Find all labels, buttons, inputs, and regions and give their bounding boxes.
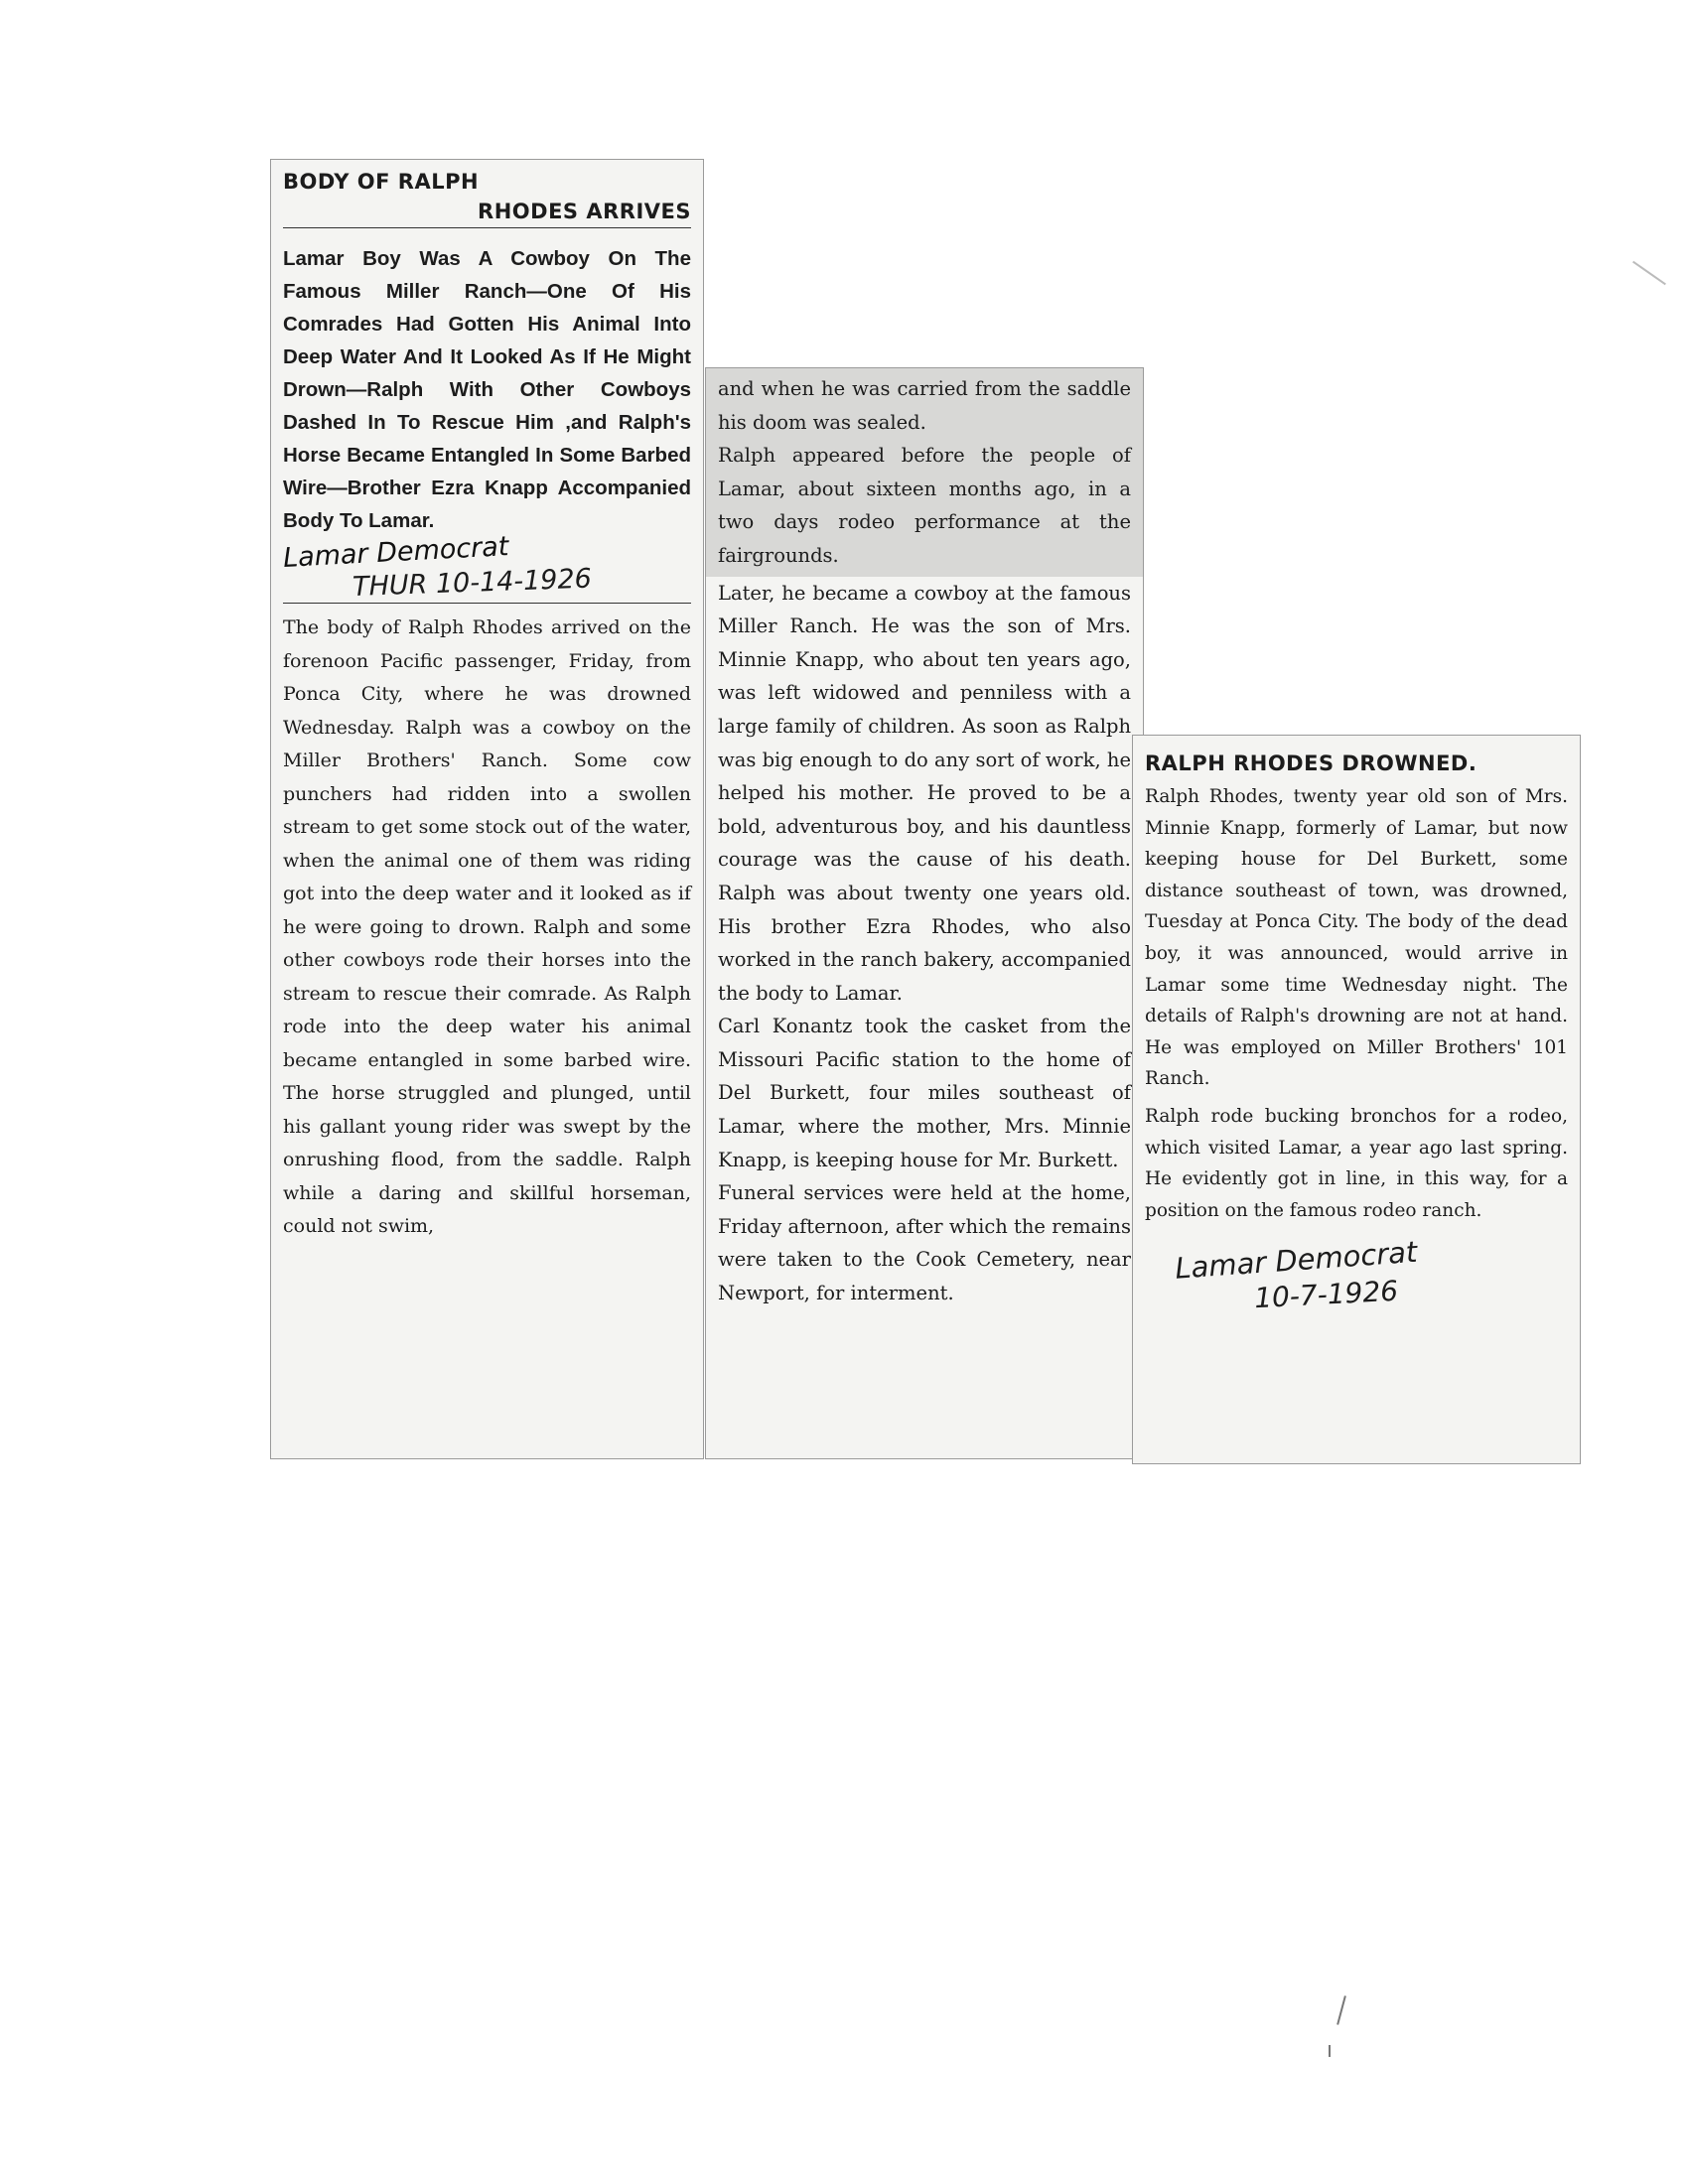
shaded-section (706, 368, 1143, 577)
clipping-body-arrives (270, 159, 704, 1459)
headline: RALPH RHODES DROWNED. (1145, 751, 1477, 775)
paragraph-casket: Carl Konantz took the casket from the Missouri Pacific station to the home of Del Burkett, four miles southeast of Lamar, where the mother, Mrs. Minnie Knapp, is keeping house for Mr. Burkett. (718, 1015, 1131, 1171)
paragraph-bronchos: Ralph rode bucking bronchos for a rodeo, which visited Lamar, a year ago last spring. He evidently got in line, in this way, for a position on the famous rodeo ranch. (1145, 1105, 1568, 1221)
stray-mark (1336, 1995, 1346, 2024)
handwritten-date: THUR 10-14-1926 (352, 563, 593, 603)
article-body: The body of Ralph Rhodes arrived on the forenoon Pacific passenger, Friday, from Ponca City, where he was drowned Wednesday. Ralph was a cowboy on the Miller Brothers' Ranch. Some cow punchers had ridden into a swollen stream to get some stock out of the water, when the animal one of them was riding got into the deep water and it looked as if he were going to drown. Ralph and some other cowboys rode their horses into the stream to rescue their comrade. As Ralph rode into the deep water his animal became entangled in some barbed wire. The horse struggled and plunged, until his gallant young rider was swept by the onrushing flood, from the saddle. Ralph while a daring and skillful horseman, could not swim, (283, 616, 691, 1237)
paragraph-rodeo: Ralph appeared before the people of Lamar, about sixteen months ago, in a two days rodeo performance at the fairgrounds. (718, 444, 1131, 567)
headline-line-1: BODY OF RALPH (283, 170, 480, 194)
stray-mark (1329, 2045, 1331, 2057)
headline-line-2: RHODES ARRIVES (478, 200, 691, 223)
paragraph-funeral: Funeral services were held at the home, Friday afternoon, after which the remains were taken to the Cook Cemetery, near Newport, for interment. (718, 1181, 1131, 1305)
clipping-continuation (705, 367, 1144, 1459)
paragraph-top: and when he was carried from the saddle his doom was sealed. (718, 377, 1131, 434)
clipping-drowned (1132, 735, 1581, 1464)
handwritten-date: 10-7-1926 (1253, 1275, 1399, 1315)
handwritten-source: Lamar Democrat (1174, 1235, 1419, 1287)
divider (283, 603, 691, 604)
paragraph-drowned: Ralph Rhodes, twenty year old son of Mrs. Minnie Knapp, formerly of Lamar, but now keeping house for Del Burkett, some distance southeast of town, was drowned, Tuesday at Ponca City. The body of the dead boy, it was announced, would arrive in Lamar some time Wednesday night. The details of Ralph's drowning are not at hand. He was employed on Miller Brothers' 101 Ranch. (1145, 786, 1568, 1090)
stray-mark (1632, 261, 1666, 286)
article-deck: Lamar Boy Was A Cowboy On The Famous Miller Ranch—One Of His Comrades Had Gotten His Animal Into Deep Water And It Looked As If He Might Drown—Ralph With Other Cowboys Dashed In To Rescue Him ,and Ralph's Horse Became Entangled In Some Barbed Wire—Brother Ezra Knapp Accompanied Body To Lamar. (283, 247, 691, 532)
divider (283, 227, 691, 228)
handwritten-source: Lamar Democrat (282, 531, 510, 574)
paragraph-cowboy: Later, he became a cowboy at the famous Miller Ranch. He was the son of Mrs. Minnie Knapp, who about ten years ago, was left widowed and penniless with a large family of children. As soon as Ralph was big enough to do any sort of work, he helped his mother. He proved to be a bold, adventurous boy, and his dauntless courage was the cause of his death. Ralph was about twenty one years old. His brother Ezra Rhodes, who also worked in the ranch bakery, accompanied the body to Lamar. (718, 581, 1131, 1005)
